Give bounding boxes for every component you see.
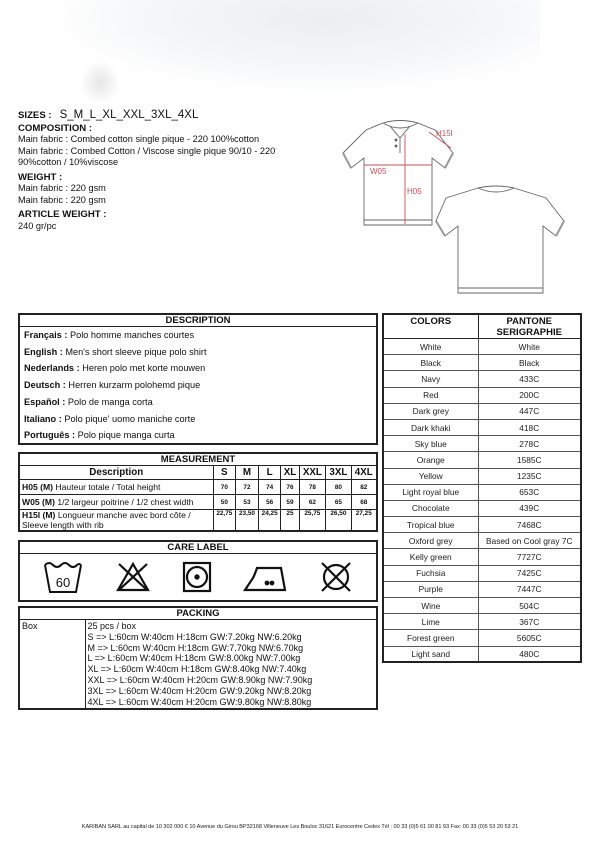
pantone-code: Based on Cool gray 7C (478, 533, 581, 549)
color-row (383, 355, 581, 371)
iron-medium-icon (243, 560, 287, 594)
color-name: Yellow (383, 468, 478, 484)
color-name: Sky blue (383, 436, 478, 452)
pantone-code: 7468C (478, 517, 581, 533)
col-header: M (236, 466, 259, 480)
weight-line: Main fabric : 220 gsm (18, 183, 106, 193)
composition-line: Main fabric : Combed Cotton / Viscose single pique 90/10 - 220 (18, 145, 276, 156)
lang-label: Português : (24, 430, 76, 441)
lang-label: Deutsch : (24, 380, 66, 391)
no-dry-clean-icon (318, 559, 354, 595)
measure-code: W05 (M) (22, 497, 55, 507)
pantone-header-line1: PANTONE (506, 316, 553, 327)
packing-line: 3XL => L:60cm W:40cm H:20cm GW:9.20kg NW:8.20kg (87, 685, 312, 696)
measure-value: 74 (258, 480, 281, 495)
color-row (383, 517, 581, 533)
colors-header: COLORS (383, 314, 478, 339)
color-row (383, 598, 581, 614)
measure-value: 78 (299, 480, 326, 495)
article-weight-label: ARTICLE WEIGHT : (18, 209, 107, 220)
polo-back-sketch (436, 186, 564, 293)
packing-title: PACKING (19, 607, 377, 620)
description-table (18, 313, 378, 445)
pantone-code: 200C (478, 387, 581, 403)
pantone-header (478, 314, 581, 339)
packing-table (18, 606, 378, 710)
measure-value: 72 (236, 480, 259, 495)
pantone-code: White (478, 339, 581, 355)
color-row (383, 500, 581, 516)
measure-value: 24,25 (258, 510, 281, 532)
h15l-label: H15l (436, 129, 453, 138)
packing-line: 25 pcs / box (87, 621, 137, 631)
color-row (383, 646, 581, 662)
measurement-table (18, 452, 378, 532)
color-name: Light sand (383, 646, 478, 662)
lang-label: Français : (24, 330, 68, 341)
pantone-code: 278C (478, 436, 581, 452)
w05-label: W05 (370, 167, 387, 176)
col-header: XL (281, 466, 299, 480)
measure-value: 56 (258, 495, 281, 510)
col-header: XXL (299, 466, 326, 480)
packing-line: S => L:60cm W:40cm H:18cm GW:7.20kg NW:6.20kg (87, 631, 302, 642)
measure-label: Hauteur totale / Total height (53, 482, 161, 492)
blurred-product-image (60, 0, 540, 90)
lang-text: Herren kurzarm polohemd pique (65, 380, 201, 391)
lang-label: Italiano : (24, 413, 62, 424)
weight-line: Main fabric : 220 gsm (18, 194, 106, 205)
color-name: Lime (383, 614, 478, 630)
color-name: Purple (383, 581, 478, 597)
measure-value: 62 (299, 495, 326, 510)
pantone-code: 7425C (478, 565, 581, 581)
pantone-code: Black (478, 355, 581, 371)
polo-technical-sketch (328, 108, 583, 308)
color-row (383, 533, 581, 549)
description-row (19, 343, 377, 360)
weight-label: WEIGHT : (18, 171, 63, 183)
sizes-value: S_M_L_XL_XXL_3XL_4XL (59, 109, 199, 121)
packing-line: L => L:60cm W:40cm H:18cm GW:8.00kg NW:7.00kg (87, 653, 301, 664)
packing-line: 4XL => L:60cm W:40cm H:20cm GW:9.80kg NW:8.80kg (87, 696, 312, 707)
measure-value: 50 (213, 495, 236, 510)
measure-value: 68 (351, 495, 377, 510)
color-name: Red (383, 387, 478, 403)
no-bleach-icon (115, 560, 151, 594)
color-name: Dark khaki (383, 419, 478, 435)
color-row (383, 387, 581, 403)
wash-60-icon (42, 559, 84, 595)
description-row (19, 394, 377, 411)
measure-value: 65 (326, 495, 351, 510)
color-name: Chocolate (383, 500, 478, 516)
article-weight-value: 240 gr/pc (18, 220, 57, 231)
company-footer: KARIBAN SARL au capital de 10 302 000 € 10 Avenue du Girou BP32168 Villeneuve Les Bouloc 31621 Eurocentre Cedex Tél : 00 33 (0)5 61 00 81 93 Fax: 00 33 (0)5 53 20 53 21 (81, 824, 519, 830)
measurement-row (19, 495, 377, 510)
measurement-row (19, 480, 377, 495)
packing-line: XL => L:60cm W:40cm H:18cm GW:8.40kg NW:7.40kg (87, 664, 307, 675)
measure-label: Longueur manche avec bord côte / Sleeve length with rib (22, 510, 191, 530)
lang-label: Español : (24, 397, 66, 408)
color-row (383, 614, 581, 630)
spec-block (18, 110, 328, 232)
color-row (383, 630, 581, 646)
measure-code: H15l (M) (22, 510, 56, 520)
packing-lines (85, 620, 377, 710)
color-row (383, 419, 581, 435)
measure-label: 1/2 largeur poitrine / 1/2 chest width (54, 497, 194, 507)
sizes-label: SIZES : (18, 110, 52, 121)
measurement-title: MEASUREMENT (19, 453, 377, 466)
col-header: L (258, 466, 281, 480)
pantone-code: 447C (478, 403, 581, 419)
pantone-code: 653C (478, 484, 581, 500)
color-name: Orange (383, 452, 478, 468)
pantone-code: 7447C (478, 581, 581, 597)
blurred-artifact (80, 60, 120, 105)
color-row (383, 549, 581, 565)
color-row (383, 468, 581, 484)
description-row (19, 377, 377, 394)
lang-text: Polo de manga corta (65, 397, 153, 408)
col-header: 3XL (326, 466, 351, 480)
pantone-code: 1585C (478, 452, 581, 468)
measure-value: 26,50 (326, 510, 351, 532)
lang-text: Polo pique' uomo maniche corte (61, 413, 196, 424)
composition-label: COMPOSITION : (18, 122, 93, 134)
measurement-row (19, 510, 377, 532)
color-row (383, 581, 581, 597)
color-row (383, 403, 581, 419)
measure-value: 82 (351, 480, 377, 495)
lang-text: Polo homme manches courtes (67, 330, 195, 341)
color-name: Tropical blue (383, 517, 478, 533)
pantone-code: 367C (478, 614, 581, 630)
pantone-code: 5605C (478, 630, 581, 646)
color-row (383, 452, 581, 468)
measure-value: 23,50 (236, 510, 259, 532)
color-row (383, 371, 581, 387)
color-name: Dark grey (383, 403, 478, 419)
lang-text: Men's short sleeve pique polo shirt (62, 346, 207, 357)
color-row (383, 436, 581, 452)
packing-line: XXL => L:60cm W:40cm H:20cm GW:8.90kg NW:7.90kg (87, 674, 313, 685)
measure-value: 70 (213, 480, 236, 495)
pantone-code: 433C (478, 371, 581, 387)
color-name: Wine (383, 598, 478, 614)
wash-temp: 60 (55, 575, 70, 590)
pantone-code: 439C (478, 500, 581, 516)
measure-value: 22,75 (213, 510, 236, 532)
color-name: Oxford grey (383, 533, 478, 549)
tumble-dry-icon (182, 560, 212, 594)
care-label-title: CARE LABEL (20, 542, 376, 554)
measure-value: 27,25 (351, 510, 377, 532)
h05-label: H05 (407, 187, 422, 196)
measure-value: 59 (281, 495, 299, 510)
measurement-header-row (19, 466, 377, 480)
description-row (19, 360, 377, 377)
description-row (19, 427, 377, 444)
measure-code: H05 (M) (22, 482, 54, 492)
color-name: Fuchsia (383, 565, 478, 581)
col-header: 4XL (351, 466, 377, 480)
pantone-code: 418C (478, 419, 581, 435)
color-name: Black (383, 355, 478, 371)
lang-label: Nederlands : (24, 363, 80, 374)
lang-text: Polo pique manga curta (75, 430, 175, 441)
color-name: Kelly green (383, 549, 478, 565)
color-row (383, 484, 581, 500)
measure-value: 25 (281, 510, 299, 532)
colors-table (382, 313, 582, 663)
pantone-code: 7727C (478, 549, 581, 565)
col-header: Description (19, 466, 213, 480)
color-name: White (383, 339, 478, 355)
care-label-section (18, 540, 378, 602)
col-header: S (213, 466, 236, 480)
lang-text: Heren polo met korte mouwen (79, 363, 206, 374)
color-name: Forest green (383, 630, 478, 646)
measure-value: 76 (281, 480, 299, 495)
pantone-code: 480C (478, 646, 581, 662)
pantone-code: 504C (478, 598, 581, 614)
color-name: Light royal blue (383, 484, 478, 500)
measure-value: 53 (236, 495, 259, 510)
composition-line: Main fabric : Combed cotton single pique - 220 100%cotton (18, 134, 260, 144)
lang-label: English : (24, 346, 63, 357)
pantone-code: 1235C (478, 468, 581, 484)
measure-value: 25,75 (299, 510, 326, 532)
color-row (383, 565, 581, 581)
description-title: DESCRIPTION (19, 314, 377, 327)
measure-lines (364, 132, 451, 224)
packing-box-label: Box (19, 620, 85, 710)
description-row (19, 327, 377, 344)
color-name: Navy (383, 371, 478, 387)
pantone-header-line2: SERIGRAPHIE (496, 326, 562, 338)
measure-value: 80 (326, 480, 351, 495)
packing-line: M => L:60cm W:40cm H:18cm GW:7.70kg NW:6.70kg (87, 642, 304, 653)
description-row (19, 410, 377, 427)
composition-line: 90%cotton / 10%viscose (18, 157, 119, 167)
color-row (383, 339, 581, 355)
